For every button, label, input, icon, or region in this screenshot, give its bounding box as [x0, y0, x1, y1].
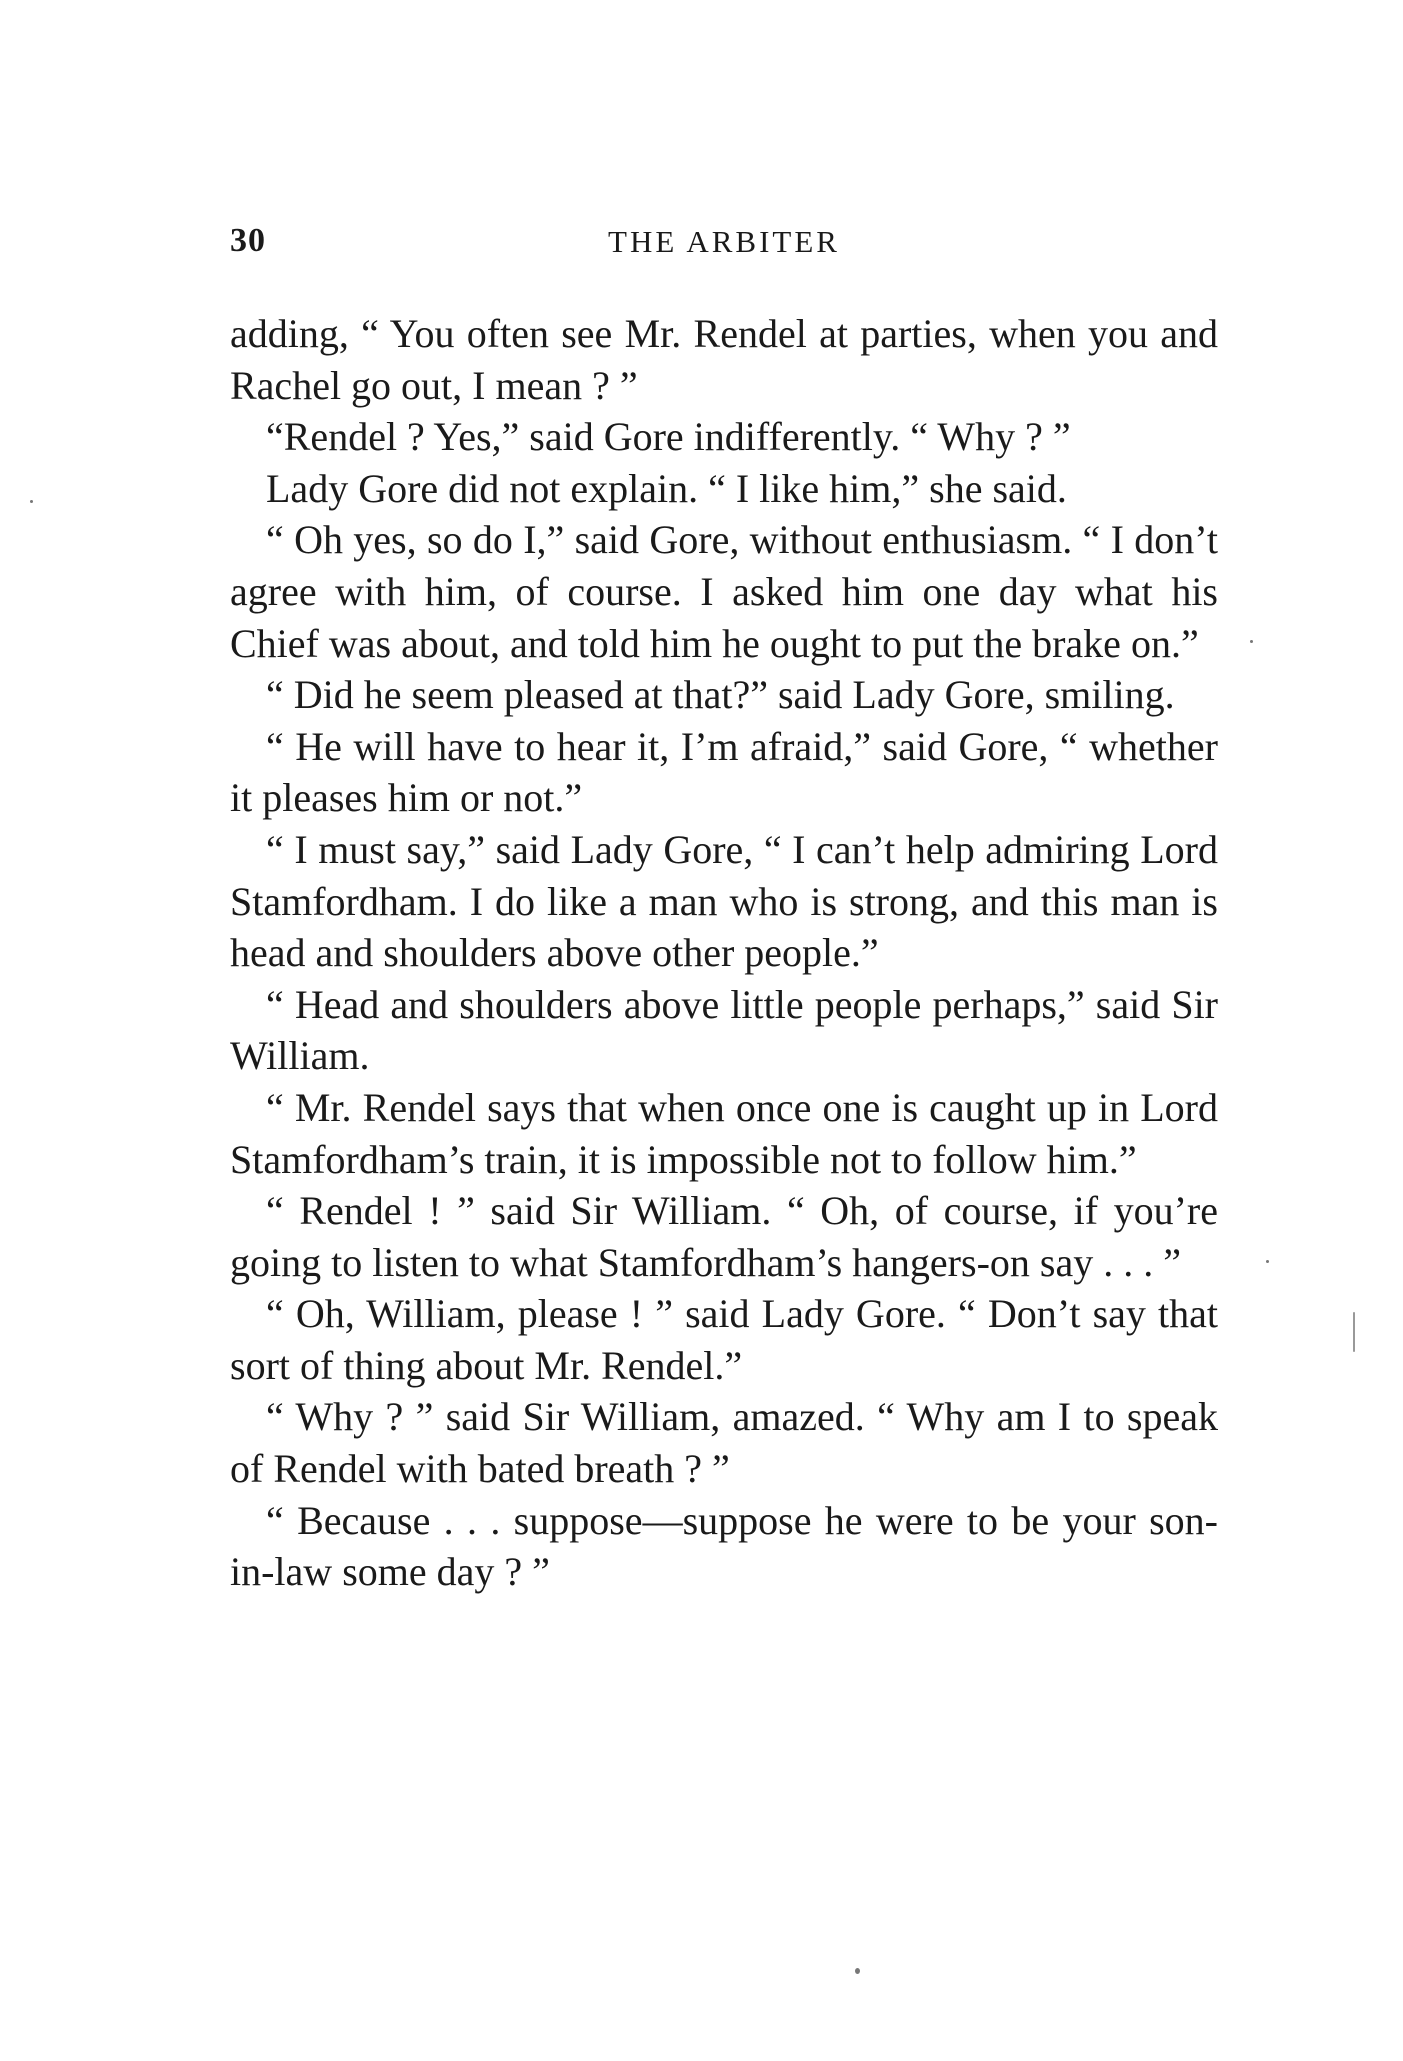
paragraph: “ Head and shoulders above little people perhaps,” said Sir William. — [230, 981, 1218, 1079]
scan-speck — [1266, 1260, 1269, 1263]
paragraph: “ Mr. Rendel says that when once one is caught up in Lord Stamfordham’s train, it is impossible not to follow him.” — [230, 1084, 1218, 1182]
scan-speck — [30, 500, 33, 503]
page-number: 30 — [230, 222, 266, 259]
scan-speck — [855, 1968, 860, 1974]
book-title: THE ARBITER — [608, 224, 840, 259]
paragraph: “ He will have to hear it, I’m afraid,” said Gore, “ whether it pleases him or not.” — [230, 723, 1218, 821]
paragraph: “ Because . . . suppose—suppose he were to be your son-in-law some day ? ” — [230, 1497, 1218, 1595]
paragraph: “ Why ? ” said Sir William, amazed. “ Why am I to speak of Rendel with bated breath ? ” — [230, 1394, 1218, 1492]
paragraph: Lady Gore did not explain. “ I like him,” she said. — [266, 465, 1067, 511]
paragraph: “Rendel ? Yes,” said Gore indifferently. “ Why ? ” — [266, 414, 1071, 460]
paragraph: “ I must say,” said Lady Gore, “ I can’t help admiring Lord Stamfordham. I do like a man who is strong, and this man is head and shoulders above other people.” — [230, 826, 1218, 976]
running-head — [230, 222, 1218, 262]
paragraph: “ Rendel ! ” said Sir William. “ Oh, of course, if you’re going to listen to what Stamfordham’s hangers-on say . . . ” — [230, 1188, 1218, 1285]
paragraph: “ Did he seem pleased at that?” said Lady Gore, smiling. — [266, 672, 1175, 718]
body-text — [230, 308, 1218, 1598]
scan-speck — [1353, 1312, 1355, 1352]
paragraph: adding, “ You often see Mr. Rendel at parties, when you and Rachel go out, I mean ? ” — [230, 311, 1218, 408]
scan-speck — [1250, 640, 1253, 643]
paragraph: “ Oh yes, so do I,” said Gore, without enthusiasm. “ I don’t agree with him, of course. I asked him one day what his Chief was about, and told him he ought to put the brake on.” — [230, 517, 1218, 666]
paragraph: “ Oh, William, please ! ” said Lady Gore. “ Don’t say that sort of thing about Mr. Rendel.” — [230, 1291, 1218, 1388]
